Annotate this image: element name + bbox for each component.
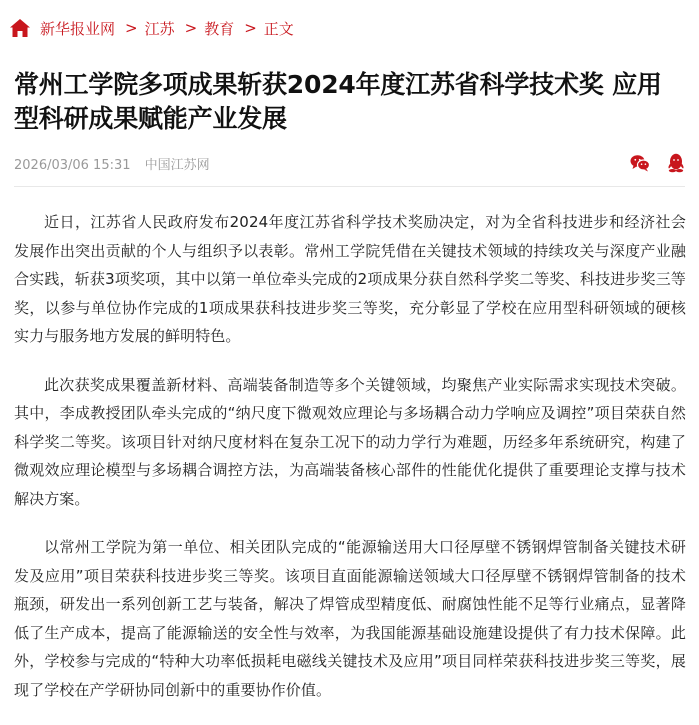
breadcrumb-separator: >: [184, 19, 198, 37]
breadcrumb-separator: >: [244, 19, 257, 37]
article-body: [14, 208, 686, 724]
qq-icon[interactable]: [665, 152, 687, 174]
article-source: 中国江苏网: [144, 158, 210, 173]
breadcrumb-current: 正文: [263, 19, 294, 38]
breadcrumb: [8, 14, 294, 42]
article-paragraph: 近日，江苏省人民政府发布2024年度江苏省科学技术奖励决定，对为全省科技进步和经济社会发展作出突出贡献的个人与组织予以表彰。常州工学院凭借在关键技术领域的持续攻关与深度产业融合实践，斩获3项奖项，其中以第一单位牵头完成的2项成果分获自然科学奖二等奖、科技进步奖三等奖，以参与单位协作完成的1项成果获科技进步奖三等奖，充分彰显了学校在应用型科研领域的硬核实力与服务地方发展的鲜明特色。: [14, 213, 686, 345]
article-paragraph: 以常州工学院为第一单位、相关团队完成的“能源输送用大口径厚壁不锈钢焊管制备关键技术研发及应用”项目荣获科技进步奖三等奖。该项目直面能源输送领域大口径厚壁不锈钢焊管制备的技术瓶颈，研发出一系列创新工艺与装备，解决了焊管成型精度低、耐腐蚀性能不足等行业痛点，显著降低了生产成本，提高了能源输送的安全性与效率，为我国能源基础设施建设提供了有力技术保障。此外，学校参与完成的“特种大功率低损耗电磁线关键技术及应用”项目同样荣获科技进步奖三等奖，展现了学校在产学研协同创新中的重要协作价值。: [14, 538, 686, 699]
article-meta: [14, 154, 210, 173]
article-title: 常州工学院多项成果斩获2024年度江苏省科学技术奖 应用型科研成果赋能产业发展: [14, 70, 662, 133]
share-bar: [629, 152, 687, 174]
breadcrumb-education-link[interactable]: 教育: [204, 19, 235, 38]
breadcrumb-site-link[interactable]: 新华报业网: [40, 19, 116, 38]
breadcrumb-jiangsu-link[interactable]: 江苏: [144, 19, 175, 38]
article-paragraph: 此次获奖成果覆盖新材料、高端装备制造等多个关键领域，均聚焦产业实际需求实现技术突破。其中，李成教授团队牵头完成的“纳尺度下微观效应理论与多场耦合动力学响应及调控”项目荣获自然科学奖二等奖。该项目针对纳尺度材料在复杂工况下的动力学行为难题，历经多年系统研究，构建了微观效应理论模型与多场耦合调控方法，为高端装备核心部件的性能优化提供了重要理论支撑与技术解决方案。: [14, 375, 686, 508]
breadcrumb-separator: >: [125, 19, 138, 37]
wechat-icon[interactable]: [629, 152, 651, 174]
home-icon[interactable]: [8, 16, 32, 40]
meta-divider: [14, 186, 685, 187]
publish-date: 2026/03/06 15:31: [14, 158, 131, 173]
